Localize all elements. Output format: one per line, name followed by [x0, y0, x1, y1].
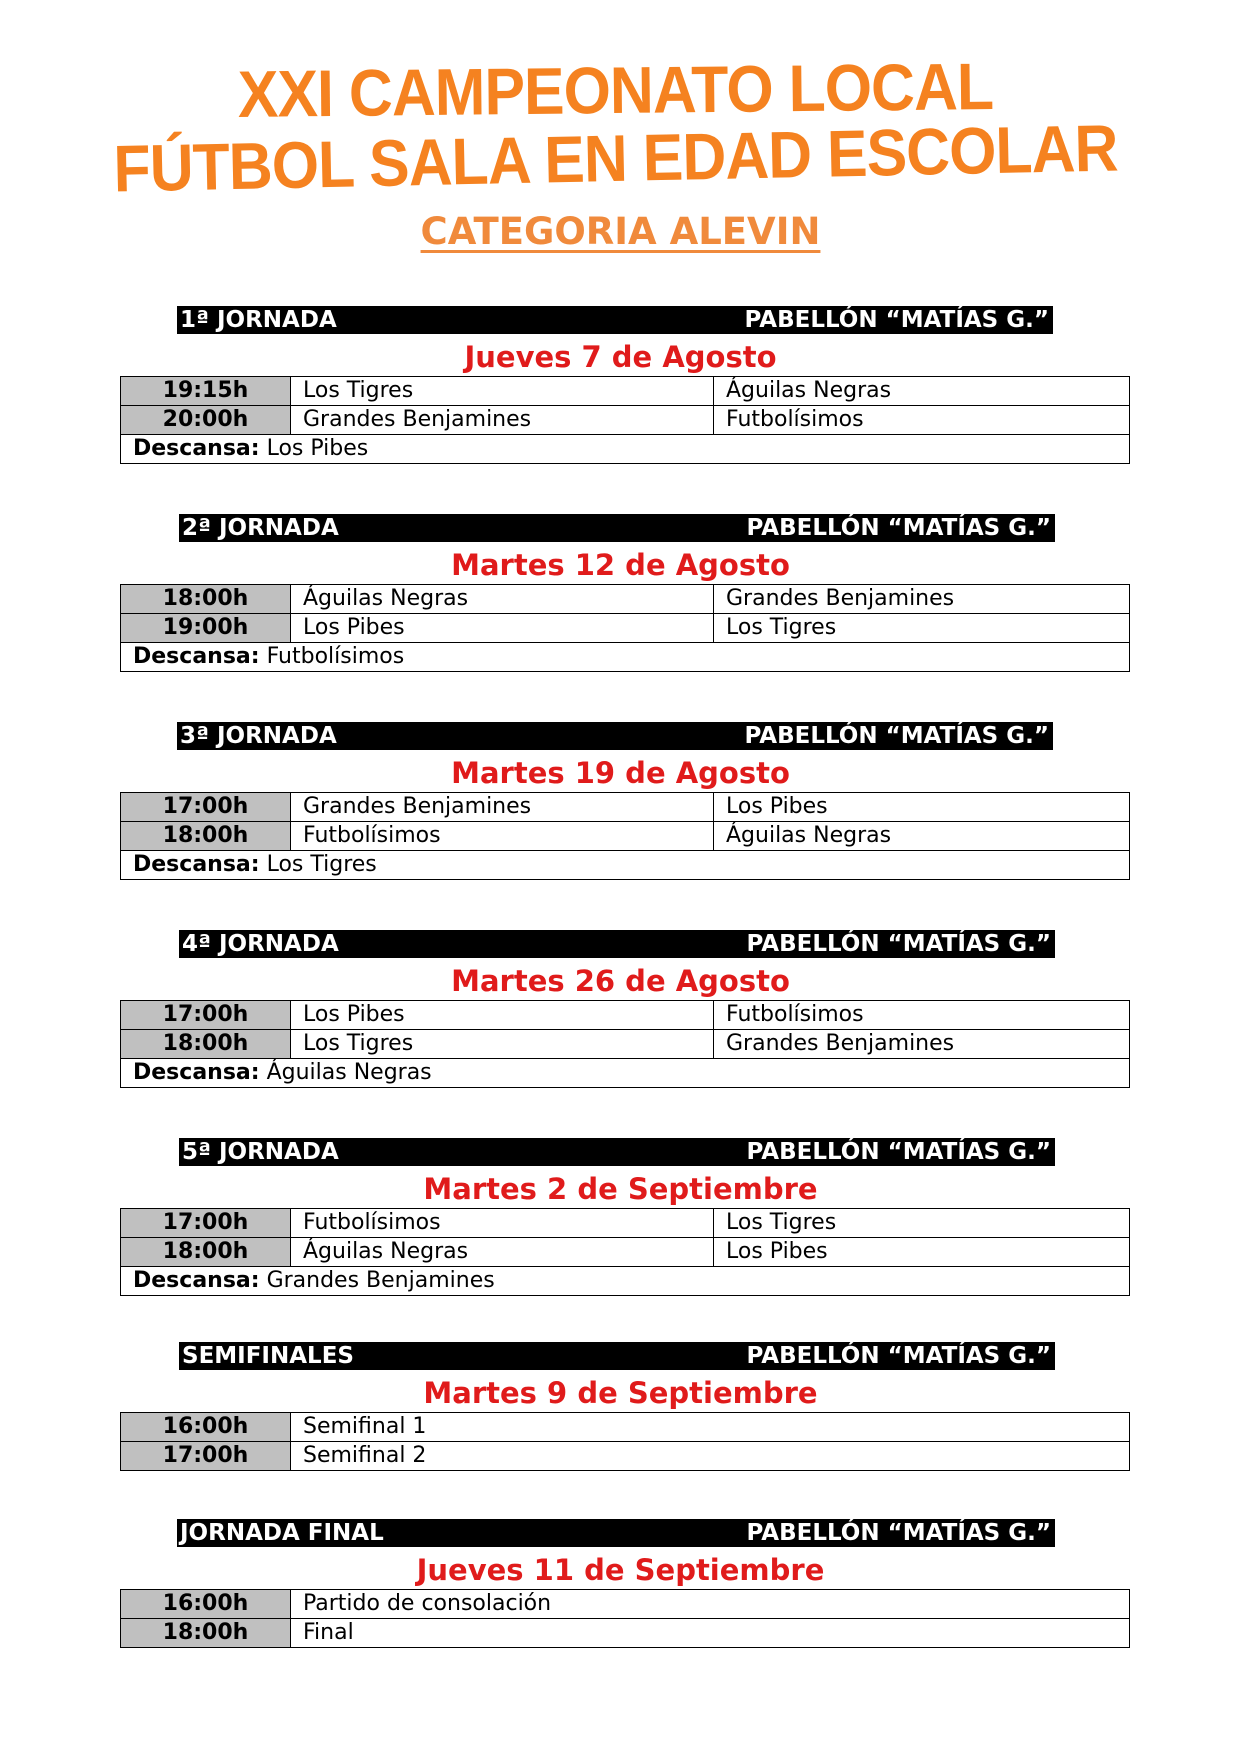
home-team: Los Tigres [291, 1030, 714, 1059]
away-team: Los Tigres [714, 614, 1130, 643]
rest-team: Los Tigres [266, 852, 377, 877]
match-time: 19:15h [121, 377, 291, 406]
match-time: 17:00h [121, 1001, 291, 1030]
match-time: 19:00h [121, 614, 291, 643]
away-team: Los Tigres [714, 1209, 1130, 1238]
round-name: 4ª JORNADA [182, 931, 339, 957]
rest-team: Grandes Benjamines [266, 1268, 495, 1293]
schedule-table [120, 584, 1130, 672]
match-name: Partido de consolación [291, 1590, 1130, 1619]
away-team: Los Pibes [714, 793, 1130, 822]
round-header-bar [179, 1342, 1055, 1370]
home-team: Futbolísimos [291, 822, 714, 851]
round-header-bar [179, 930, 1055, 958]
rest-team: Futbolísimos [266, 644, 405, 669]
round-venue: PABELLÓN “MATÍAS G.” [746, 1520, 1051, 1546]
round-date: Martes 2 de Septiembre [423, 1172, 818, 1206]
round-date: Martes 12 de Agosto [451, 548, 790, 582]
round-date: Martes 19 de Agosto [451, 756, 790, 790]
rest-row [121, 643, 1130, 672]
round-venue: PABELLÓN “MATÍAS G.” [744, 723, 1049, 749]
round-header-bar [179, 514, 1055, 542]
home-team: Los Tigres [291, 377, 714, 406]
round-date: Martes 26 de Agosto [451, 964, 790, 998]
table-row [121, 1001, 1130, 1030]
table-row [121, 822, 1130, 851]
home-team: Águilas Negras [291, 585, 714, 614]
round-date: Martes 9 de Septiembre [423, 1376, 818, 1410]
table-row [121, 377, 1130, 406]
round-header-bar [177, 722, 1053, 750]
round-name: JORNADA FINAL [180, 1520, 384, 1546]
home-team: Grandes Benjamines [291, 793, 714, 822]
rest-row [121, 851, 1130, 880]
away-team: Águilas Negras [714, 822, 1130, 851]
match-time: 17:00h [121, 1209, 291, 1238]
schedule-table [120, 1589, 1130, 1648]
round-name: 5ª JORNADA [182, 1139, 339, 1165]
title-line-2: FÚTBOL SALA EN EDAD ESCOLAR [112, 110, 1119, 206]
round-header-bar [177, 1519, 1055, 1547]
round-header-bar [177, 306, 1053, 334]
round-date: Jueves 11 de Septiembre [416, 1553, 825, 1587]
away-team: Futbolísimos [714, 406, 1130, 435]
rest-label: Descansa: [133, 436, 260, 461]
round-name: 3ª JORNADA [180, 723, 337, 749]
round-name: SEMIFINALES [182, 1343, 354, 1369]
rest-row [121, 1267, 1130, 1296]
round-venue: PABELLÓN “MATÍAS G.” [746, 1343, 1051, 1369]
home-team: Los Pibes [291, 1001, 714, 1030]
away-team: Futbolísimos [714, 1001, 1130, 1030]
category-label: CATEGORIA ALEVIN [420, 210, 821, 253]
round-name: 2ª JORNADA [182, 515, 339, 541]
round-date: Jueves 7 de Agosto [464, 340, 777, 374]
category-heading [0, 210, 1241, 253]
home-team: Futbolísimos [291, 1209, 714, 1238]
match-time: 17:00h [121, 793, 291, 822]
round-venue: PABELLÓN “MATÍAS G.” [744, 307, 1049, 333]
rest-label: Descansa: [133, 852, 260, 877]
table-row [121, 1442, 1130, 1471]
table-row [121, 406, 1130, 435]
schedule-table [120, 792, 1130, 880]
round-venue: PABELLÓN “MATÍAS G.” [746, 931, 1051, 957]
home-team: Grandes Benjamines [291, 406, 714, 435]
match-time: 17:00h [121, 1442, 291, 1471]
title-line-1: XXI CAMPEONATO LOCAL [237, 49, 994, 131]
table-row [121, 1238, 1130, 1267]
schedule-table [120, 1208, 1130, 1296]
away-team: Grandes Benjamines [714, 585, 1130, 614]
rest-cell [121, 851, 1130, 880]
round-name: 1ª JORNADA [180, 307, 337, 333]
match-time: 16:00h [121, 1590, 291, 1619]
table-row [121, 793, 1130, 822]
schedule-table [120, 376, 1130, 464]
match-time: 20:00h [121, 406, 291, 435]
round-venue: PABELLÓN “MATÍAS G.” [746, 515, 1051, 541]
rest-team: Águilas Negras [266, 1060, 432, 1085]
round-header-bar [179, 1138, 1055, 1166]
match-time: 16:00h [121, 1413, 291, 1442]
schedule-table [120, 1412, 1130, 1471]
rest-cell [121, 643, 1130, 672]
table-row [121, 1030, 1130, 1059]
table-row [121, 614, 1130, 643]
rest-label: Descansa: [133, 1268, 260, 1293]
table-row [121, 1590, 1130, 1619]
rest-label: Descansa: [133, 644, 260, 669]
away-team: Los Pibes [714, 1238, 1130, 1267]
match-time: 18:00h [121, 1030, 291, 1059]
match-time: 18:00h [121, 585, 291, 614]
table-row [121, 1413, 1130, 1442]
match-name: Semifinal 1 [291, 1413, 1130, 1442]
schedule-table [120, 1000, 1130, 1088]
rest-cell [121, 435, 1130, 464]
away-team: Grandes Benjamines [714, 1030, 1130, 1059]
rest-team: Los Pibes [266, 436, 369, 461]
table-row [121, 585, 1130, 614]
table-row [121, 1619, 1130, 1648]
table-row [121, 1209, 1130, 1238]
match-name: Semifinal 2 [291, 1442, 1130, 1471]
away-team: Águilas Negras [714, 377, 1130, 406]
match-time: 18:00h [121, 1238, 291, 1267]
rest-row [121, 435, 1130, 464]
home-team: Los Pibes [291, 614, 714, 643]
home-team: Águilas Negras [291, 1238, 714, 1267]
rest-row [121, 1059, 1130, 1088]
round-venue: PABELLÓN “MATÍAS G.” [746, 1139, 1051, 1165]
rest-cell [121, 1267, 1130, 1296]
rest-label: Descansa: [133, 1060, 260, 1085]
match-time: 18:00h [121, 1619, 291, 1648]
rest-cell [121, 1059, 1130, 1088]
match-time: 18:00h [121, 822, 291, 851]
match-name: Final [291, 1619, 1130, 1648]
